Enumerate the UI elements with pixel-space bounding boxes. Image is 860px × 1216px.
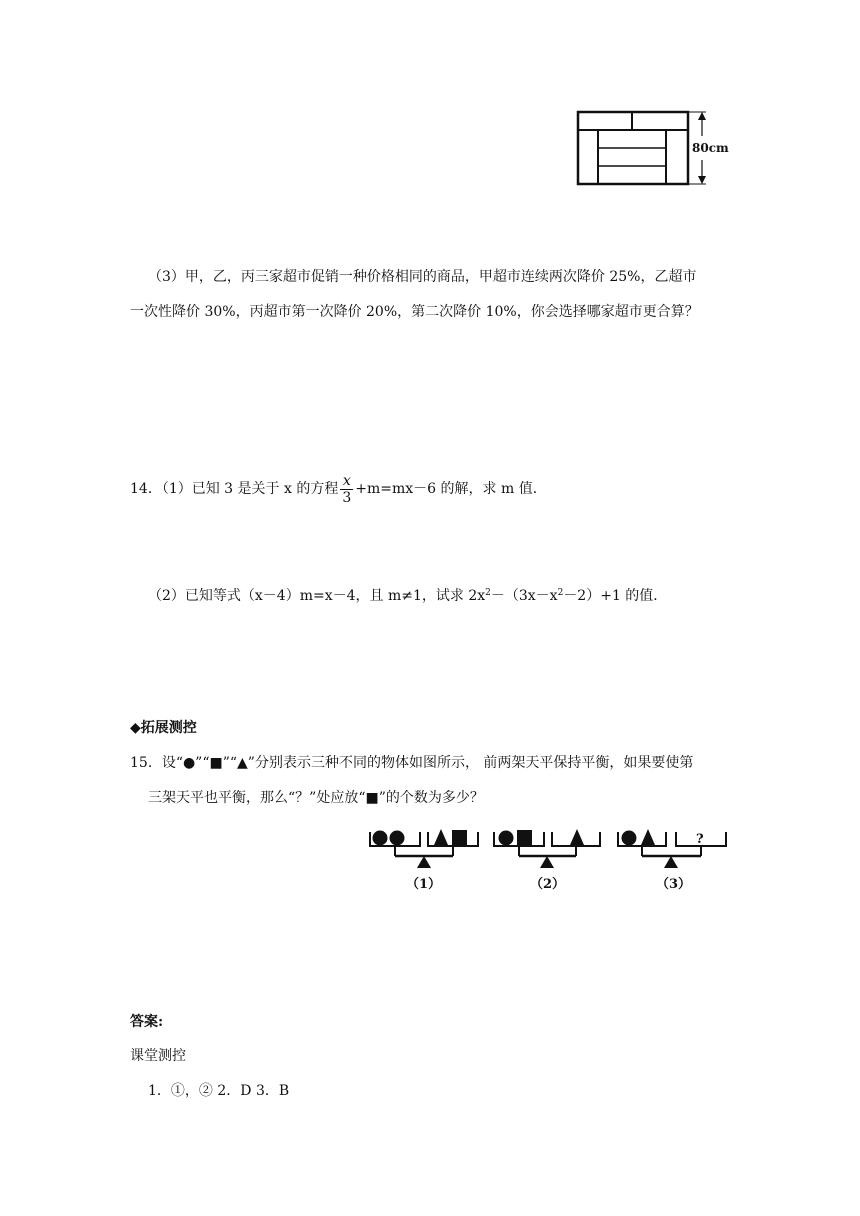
square-icon [517,830,532,845]
triangle-icon [434,829,448,845]
balance-scales-figure [366,824,736,898]
rect-measure-label: 80cm [692,141,729,155]
circle-icon [499,831,514,846]
answers-line1: 1．①，② 2．D 3．B [148,1083,290,1099]
unknown-mark: ? [696,832,704,847]
answers-heading: 答案: [130,1014,164,1030]
circle-icon [373,831,388,846]
fraction-denominator: 3 [342,489,352,506]
q15-line2: 三架天平也平衡，那么“？”处应放“■”的个数为多少？ [148,790,484,806]
balance-2 [494,829,600,892]
q14-part2-text-b: －（3x－x [490,588,558,604]
section-heading: ◆拓展测控 [130,720,197,736]
q15-line1: 15．设“●”“■”“▲”分别表示三种不同的物体如图所示， 前两架天平保持平衡，如果要使第 [130,755,694,771]
q14-part2-text-c: －2）+1 的值． [563,588,668,604]
q13-3-line1: （3）甲，乙，丙三家超市促销一种价格相同的商品，甲超市连续两次降价 25%，乙超市 [148,269,697,285]
answers-subheading: 课堂测控 [130,1048,186,1064]
superscript-2: 2 [557,588,564,598]
fraction-numerator: x [340,473,353,490]
rectangle-figure [574,108,734,188]
fraction-x-over-3 [340,473,353,506]
circle-icon [390,831,405,846]
q14-part1-text-a: 14．（1）已知 3 是关于 x 的方程 [130,481,339,497]
q14-part2-text-a: （2）已知等式（x－4）m=x－4，且 m≠1，试求 2x [148,588,486,604]
balance-3-label: （3） [656,877,692,892]
balance-3 [618,829,726,892]
q14-part2 [148,583,667,606]
triangle-icon [641,829,655,845]
q14-part1-text-b: +m=mx－6 的解，求 m 值． [355,481,547,497]
q13-3-line2: 一次性降价 30%，丙超市第一次降价 20%，第二次降价 10%，你会选择哪家超市更合算？ [130,304,699,320]
balance-1-label: （1） [406,877,442,892]
q14-part1 [130,470,547,510]
balance-1 [370,829,478,892]
balance-2-label: （2） [530,877,566,892]
circle-icon [622,831,637,846]
superscript-2: 2 [485,588,491,598]
square-icon [452,830,467,845]
triangle-icon [570,829,584,845]
